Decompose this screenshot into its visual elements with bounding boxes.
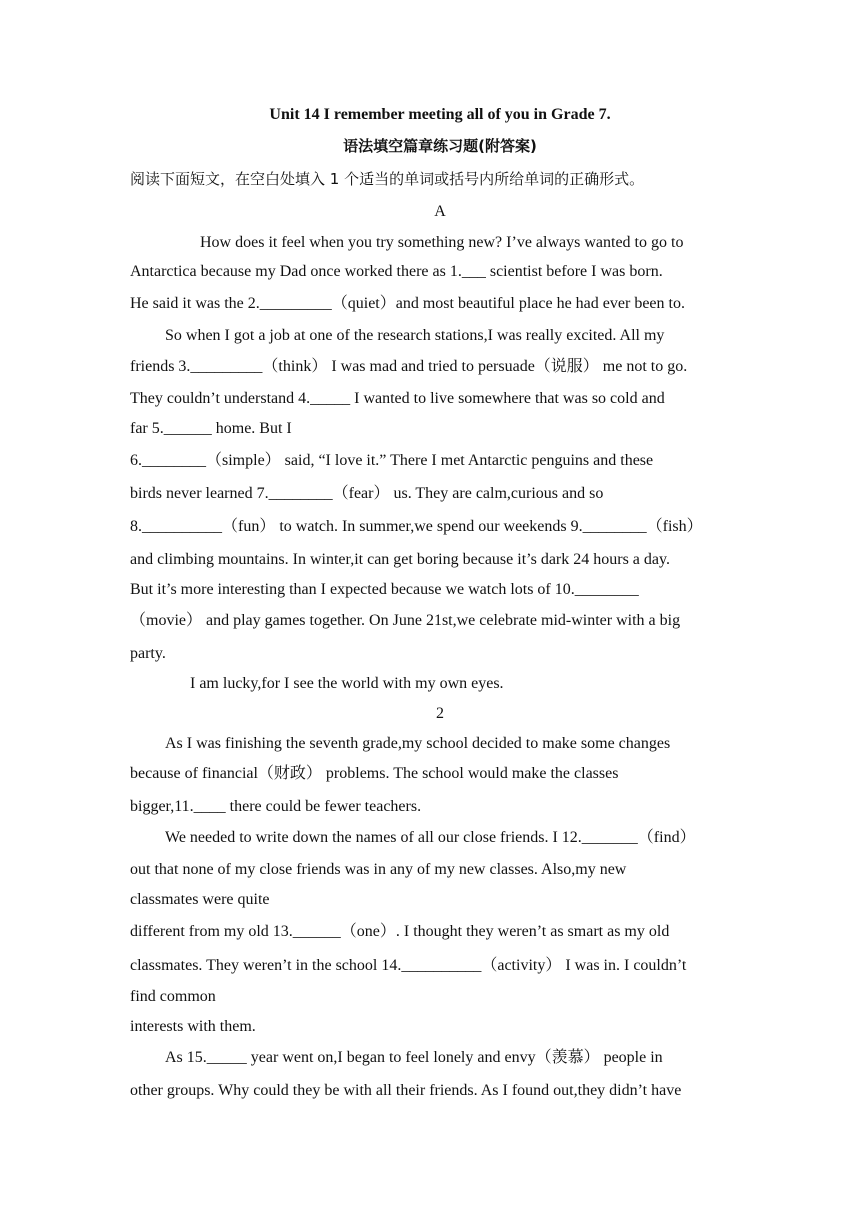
passage-b-line: bigger,11.____ there could be fewer teachers.	[130, 798, 422, 815]
passage-b-line: classmates. They weren’t in the school 14.__________（activity） I was in. I couldn’t	[130, 957, 687, 974]
passage-a-line: friends 3._________（think） I was mad and tried to persuade（说服） me not to go.	[130, 358, 688, 375]
document-title: Unit 14 I remember meeting all of you in Grade 7.	[269, 106, 611, 123]
passage-a-line: They couldn’t understand 4._____ I wanted to live somewhere that was so cold and	[130, 390, 665, 407]
passage-a-line: So when I got a job at one of the research stations,I was really excited. All my	[165, 327, 665, 344]
passage-a-line: and climbing mountains. In winter,it can get boring because it’s dark 24 hours a day.	[130, 551, 670, 568]
passage-a-line: 8.__________（fun） to watch. In summer,we spend our weekends 9.________（fish）	[130, 518, 703, 535]
instruction-text: 阅读下面短文，在空白处填入 1 个适当的单词或括号内所给单词的正确形式。	[130, 170, 645, 188]
document-subtitle: 语法填空篇章练习题(附答案)	[343, 137, 537, 155]
passage-a-line: 6.________（simple） said, “I love it.” There I met Antarctic penguins and these	[130, 452, 654, 469]
passage-b-line: different from my old 13.______（one）. I thought they weren’t as smart as my old	[130, 923, 670, 940]
passage-b-line: find common	[130, 988, 216, 1005]
passage-b-heading: 2	[436, 705, 444, 722]
passage-a-line: birds never learned 7.________（fear） us. They are calm,curious and so	[130, 485, 604, 502]
passage-b-line: As 15._____ year went on,I began to feel lonely and envy（羡慕） people in	[165, 1049, 663, 1066]
passage-b-line: classmates were quite	[130, 891, 270, 908]
passage-a-line: party.	[130, 645, 166, 662]
passage-b-line: interests with them.	[130, 1018, 256, 1035]
passage-a-line: How does it feel when you try something new? I’ve always wanted to go to	[200, 234, 684, 251]
passage-a-line: I am lucky,for I see the world with my own eyes.	[190, 675, 504, 692]
passage-a-line: far 5.______ home. But I	[130, 420, 292, 437]
passage-b-line: other groups. Why could they be with all their friends. As I found out,they didn’t have	[130, 1082, 682, 1099]
passage-b-line: because of financial（财政） problems. The school would make the classes	[130, 765, 619, 782]
passage-a-heading: A	[434, 203, 446, 220]
passage-a-line: （movie） and play games together. On June 21st,we celebrate mid-winter with a big	[130, 612, 681, 629]
passage-a-line: He said it was the 2._________（quiet）and most beautiful place he had ever been to.	[130, 295, 685, 312]
passage-b-line: We needed to write down the names of all our close friends. I 12._______（find）	[165, 829, 696, 846]
passage-a-line: But it’s more interesting than I expected because we watch lots of 10.________	[130, 581, 639, 598]
passage-a-line: Antarctica because my Dad once worked there as 1.___ scientist before I was born.	[130, 263, 663, 280]
passage-b-line: As I was finishing the seventh grade,my school decided to make some changes	[165, 735, 671, 752]
passage-b-line: out that none of my close friends was in any of my new classes. Also,my new	[130, 861, 627, 878]
